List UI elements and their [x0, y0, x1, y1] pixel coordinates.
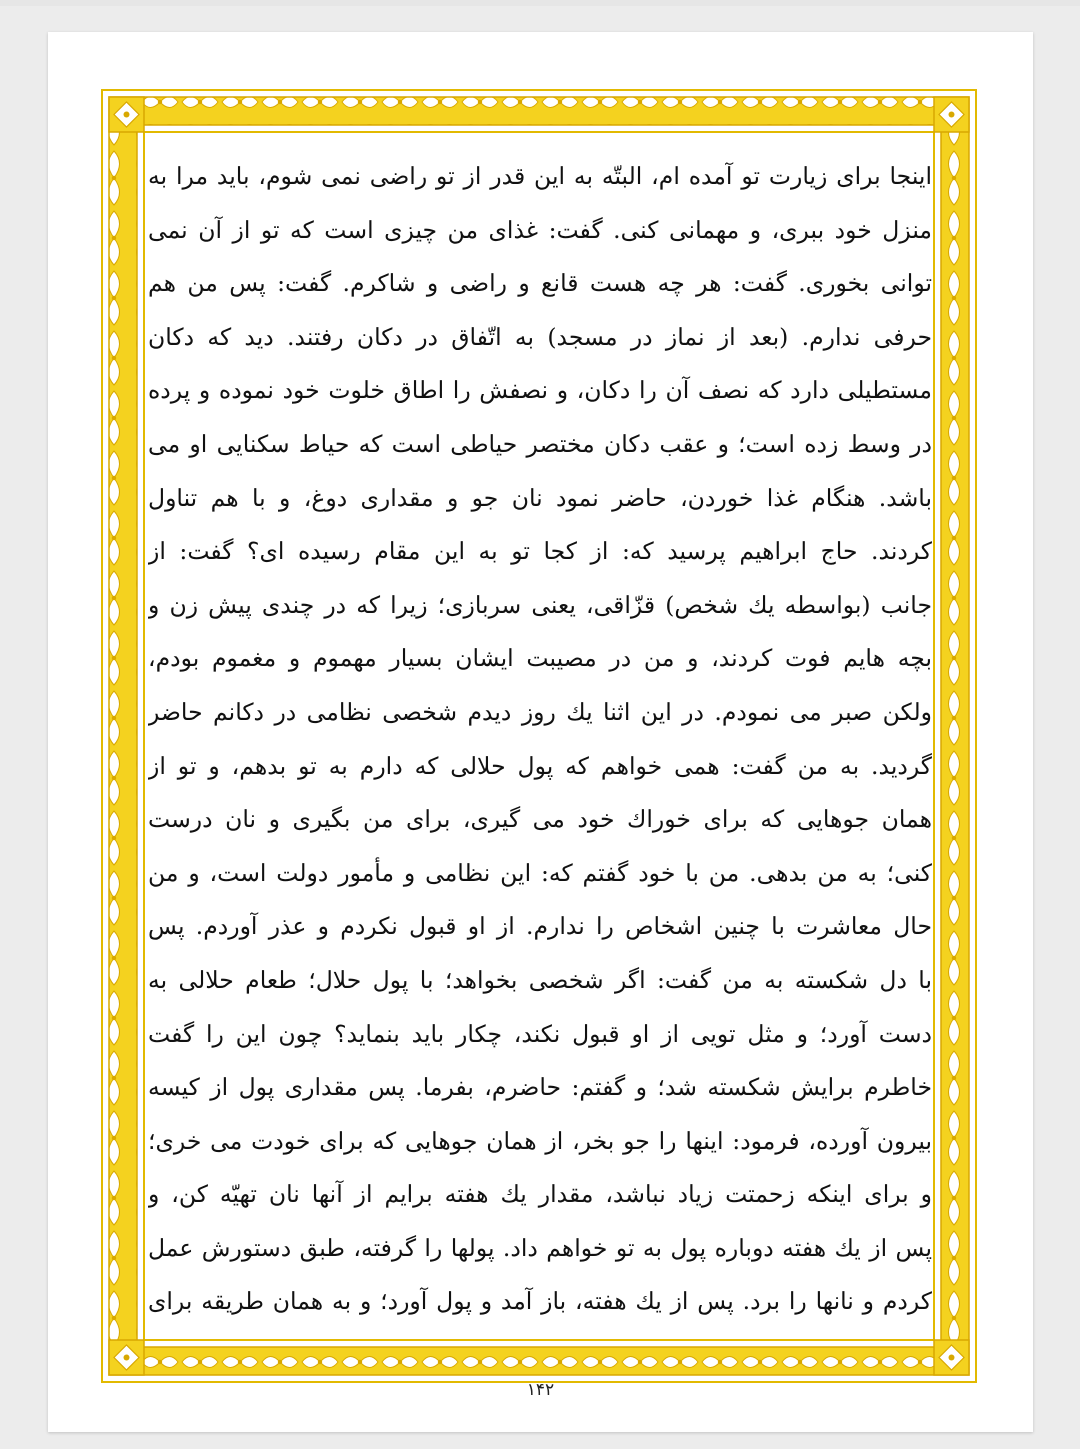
text-line: کردند. حاج ابراهیم پرسید که: از کجا تو به این مقام رسیده ای؟ گفت: از: [148, 537, 932, 566]
text-line: همان جوهایی که برای خوراك خود می گیری، برای من بگیری و نان درست: [148, 805, 932, 834]
text-line: در وسط زده است؛ و عقب دکان مختصر حیاطی است که حیاط سکنایی او می: [148, 429, 932, 458]
text-line: باشد. هنگام غذا خوردن، حاضر نمود نان جو و مقداری دوغ، و با هم تناول: [148, 483, 932, 512]
text-line: بچه هایم فوت کردند، و من در مصیبت ایشان بسیار مهموم و مغموم بودم،: [148, 644, 932, 673]
text-line: دست آورد؛ و مثل تویی از او قبول نکند، چکار باید بنماید؟ چون این را گفت: [148, 1019, 932, 1048]
viewer-top-edge: [0, 0, 1080, 6]
book-page: [48, 32, 1033, 1432]
text-line: بیرون آورده، فرمود: اینها را جو بخر، از همان جوهایی که برای خودت می خری؛: [148, 1126, 932, 1155]
page-text: [148, 150, 932, 1329]
text-line: جانب (بواسطه یك شخص) قزّاقی، یعنی سربازی؛ زیرا که در چندی پیش زن و: [148, 590, 932, 619]
text-line: حال معاشرت با چنین اشخاص را ندارم. از او قبول نکردم و عذر آوردم. پس: [148, 912, 932, 941]
text-line: با دل شکسته به من گفت: اگر شخصی بخواهد؛ با پول حلال؛ طعام حلالی به: [148, 965, 932, 994]
text-line: پس از یك هفته دوباره پول به تو خواهم داد. پولها را گرفته، طبق دستورش عمل: [148, 1233, 932, 1262]
text-line: مستطیلی دارد که نصف آن را دکان، و نصفش را اطاق خلوت خود نموده و پرده: [148, 376, 932, 405]
text-line: منزل خود ببری، و مهمانی کنی. گفت: غذای من چیزی است که تو از آن نمی: [148, 215, 932, 244]
text-line: کنی؛ به من بدهی. من با خود گفتم که: این نظامی و مأمور دولت است، و من: [148, 858, 932, 887]
text-line: و برای اینکه زحمتت زیاد نباشد، مقدار یك هفته برایم از آنها نان تهیّه کن، و: [148, 1180, 932, 1209]
text-line: ولکن صبر می نمودم. در این اثنا یك روز دیدم شخصی نظامی در دکانم حاضر: [148, 697, 932, 726]
text-line: اینجا برای زیارت تو آمده ام، البتّه به این قدر از تو راضی نمی شوم، باید مرا به: [148, 162, 932, 190]
page-number: ۱۴۲: [526, 1380, 555, 1400]
text-line: خاطرم برایش شکسته شد؛ و گفتم: حاضرم، بفرما. پس مقداری پول از کیسه: [148, 1073, 932, 1102]
text-line: کردم و نانها را برد. پس از یك هفته، باز آمد و پول آورد؛ و به همان طریقه برای: [148, 1287, 932, 1316]
text-line: گردید. به من گفت: همی خواهم که پول حلالی که دارم به تو بدهم، و تو از: [148, 751, 932, 780]
text-line: توانی بخوری. گفت: هر چه هست قانع و راضی و شاکرم. گفت: پس من هم: [148, 269, 932, 298]
text-line: حرفی ندارم. (بعد از نماز در مسجد) به اتّفاق در دکان رفتند. دید که دکان: [148, 322, 932, 351]
